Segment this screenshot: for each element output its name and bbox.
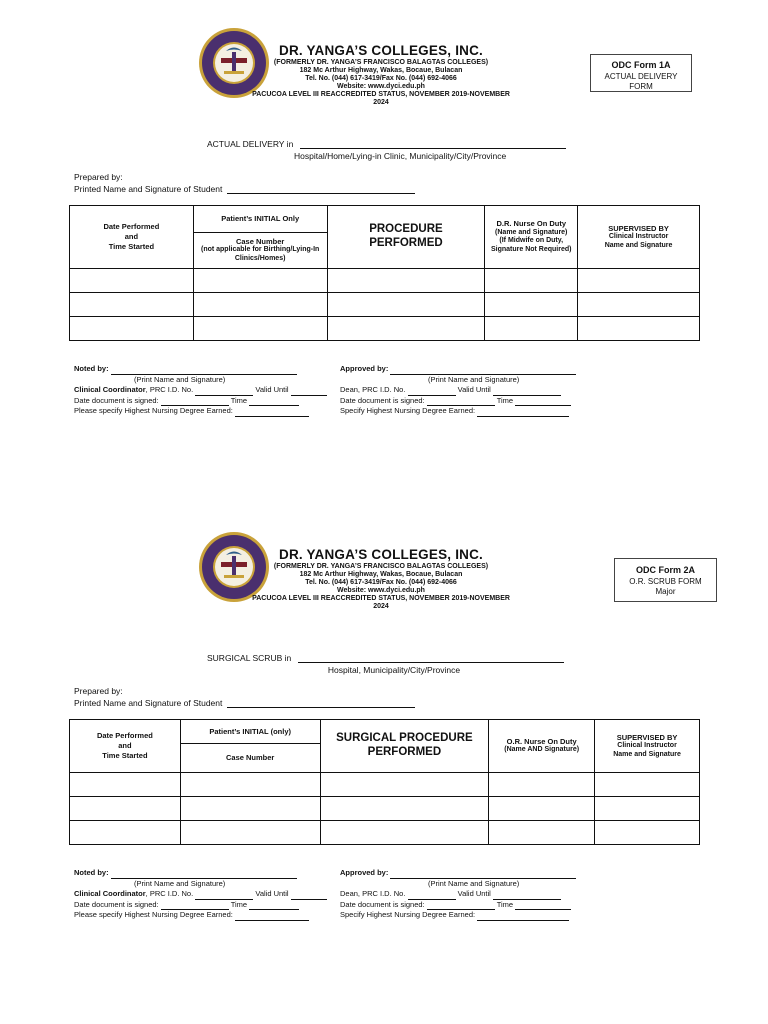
- form-code-box: [590, 54, 692, 92]
- col-supervised-header: SUPERVISED BY Clinical Instructor Name and Signature: [578, 206, 700, 269]
- school-website: Website: www.dyci.edu.ph: [337, 586, 425, 594]
- prepared-by-label: Prepared by:: [74, 686, 123, 696]
- col-procedure-header: PROCEDURE PERFORMED: [327, 206, 485, 269]
- noted-by-field[interactable]: [111, 870, 297, 879]
- actual-delivery-table: [69, 205, 700, 341]
- prepared-by-label: Prepared by:: [74, 172, 123, 182]
- form-code: ODC Form 1A: [611, 60, 671, 70]
- col-case-number-header: Case Number (not applicable for Birthing/Lying-In Clinics/Homes): [193, 233, 327, 269]
- col-supervised-header: SUPERVISED BY Clinical Instructor Name and Signature: [595, 720, 700, 773]
- noted-by-block: Noted by: (Print Name and Signature) Clinical Coordinator, PRC I.D. No. Valid Until Date document is signed: Time Please specify Highest Nursing Degree Earned:: [74, 868, 327, 921]
- form-name-line2: Major: [655, 587, 676, 597]
- approved-by-field[interactable]: [390, 366, 576, 375]
- form-code-box: [614, 558, 717, 602]
- location-label: ACTUAL DELIVERY in: [207, 139, 294, 149]
- school-name: DR. YANGA’S COLLEGES, INC.: [279, 43, 483, 58]
- location-hint: Hospital/Home/Lying-in Clinic, Municipality/City/Province: [294, 151, 507, 161]
- col-date-header: Date Performed and Time Started: [70, 206, 194, 269]
- student-name-field[interactable]: [227, 698, 415, 708]
- form-name-line2: FORM: [629, 82, 653, 92]
- location-field[interactable]: [300, 139, 566, 149]
- table-row[interactable]: [70, 317, 700, 341]
- location-hint: Hospital, Municipality/City/Province: [327, 665, 461, 675]
- col-patient-initial-header: Patient’s INITIAL (only): [180, 720, 320, 744]
- school-address: 182 Mc Arthur Highway, Wakas, Bocaue, Bulacan: [299, 570, 463, 578]
- school-formerly: (FORMERLY DR. YANGA’S FRANCISCO BALAGTAS COLLEGES): [273, 562, 489, 570]
- col-case-number-header: Case Number: [180, 744, 320, 773]
- approved-by-field[interactable]: [390, 870, 576, 879]
- form-name-line1: ACTUAL DELIVERY: [604, 71, 678, 81]
- location-field[interactable]: [298, 653, 564, 663]
- col-patient-initial-header: Patient’s INITIAL Only: [193, 206, 327, 233]
- school-name: DR. YANGA’S COLLEGES, INC.: [279, 547, 483, 562]
- noted-by-field[interactable]: [111, 366, 297, 375]
- col-procedure-header: SURGICAL PROCEDURE PERFORMED: [320, 720, 489, 773]
- form-code: ODC Form 2A: [635, 565, 695, 575]
- school-website: Website: www.dyci.edu.ph: [337, 82, 425, 90]
- table-row[interactable]: [70, 821, 700, 845]
- col-nurse-header: D.R. Nurse On Duty (Name and Signature) (If Midwife on Duty, Signature Not Required): [485, 206, 578, 269]
- col-date-header: Date Performed and Time Started: [70, 720, 181, 773]
- table-row[interactable]: [70, 797, 700, 821]
- table-row[interactable]: [70, 773, 700, 797]
- approved-by-block: Approved by: (Print Name and Signature) Dean, PRC I.D. No. Valid Until Date document is signed: Time Specify Highest Nursing Degree Earned:: [340, 868, 576, 921]
- table-row[interactable]: [70, 269, 700, 293]
- printed-name-label: Printed Name and Signature of Student: [74, 184, 223, 194]
- form-name-line1: O.R. SCRUB FORM: [629, 576, 702, 586]
- location-label: SURGICAL SCRUB in: [207, 653, 292, 663]
- table-row[interactable]: [70, 293, 700, 317]
- col-nurse-header: O.R. Nurse On Duty (Name AND Signature): [489, 720, 595, 773]
- approved-by-block: Approved by: (Print Name and Signature) Dean, PRC I.D. No. Valid Until Date document is signed: Time Specify Highest Nursing Degree Earned:: [340, 364, 576, 417]
- accreditation-status: PACUCOA LEVEL III REACCREDITED STATUS, NOVEMBER 2019-NOVEMBER 2024: [252, 90, 510, 106]
- student-name-field[interactable]: [227, 184, 415, 194]
- school-phone: Tel. No. (044) 617-3419/Fax No. (044) 692-4066: [305, 578, 457, 586]
- printed-name-label: Printed Name and Signature of Student: [74, 698, 223, 708]
- noted-by-block: Noted by: (Print Name and Signature) Clinical Coordinator, PRC I.D. No. Valid Until Date document is signed: Time Please specify Highest Nursing Degree Earned:: [74, 364, 327, 417]
- accreditation-status: PACUCOA LEVEL III REACCREDITED STATUS, NOVEMBER 2019-NOVEMBER 2024: [252, 594, 510, 610]
- school-address: 182 Mc Arthur Highway, Wakas, Bocaue, Bulacan: [299, 66, 463, 74]
- or-scrub-table: [69, 719, 700, 845]
- school-phone: Tel. No. (044) 617-3419/Fax No. (044) 692-4066: [305, 74, 457, 82]
- school-formerly: (FORMERLY DR. YANGA’S FRANCISCO BALAGTAS COLLEGES): [273, 58, 489, 66]
